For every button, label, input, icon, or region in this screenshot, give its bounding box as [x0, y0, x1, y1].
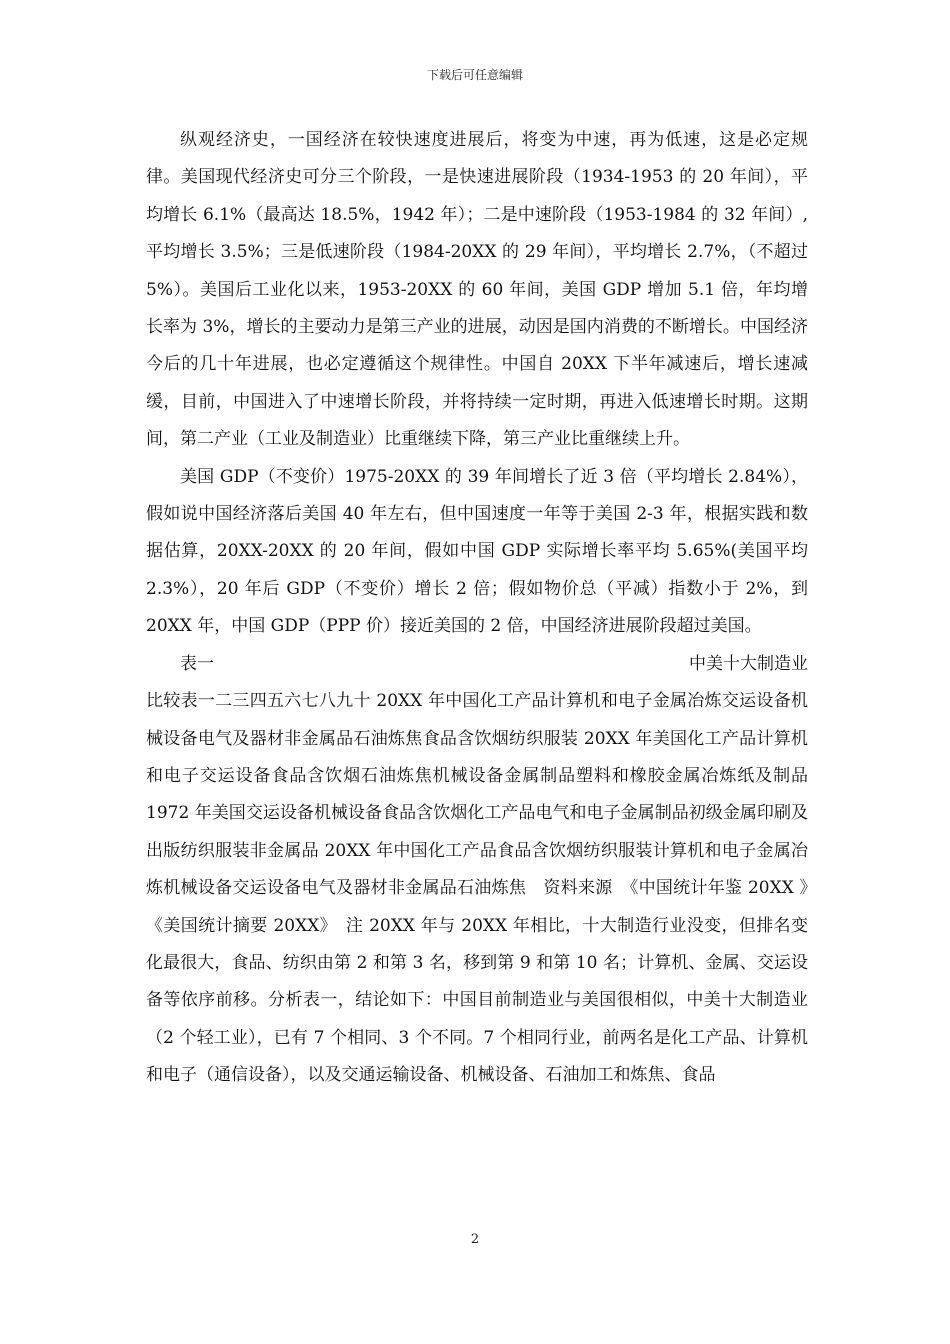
page-number: 2 — [470, 1232, 480, 1247]
paragraph-economic-history: 纵观经济史，一国经济在较快速度进展后，将变为中速，再为低速，这是必定规律。美国现代经济史可分三个阶段，一是快速进展阶段（1934-1953 的 20 年间），平均增长 6.1%（最高达 18.5%，1942 年）；二是中速阶段（1953-1984 的 32 年间）,平均增长 3.5%；三是低速阶段（1984-20XX 的 29 年间），平均增长 2.7%，（不超过 5%）。美国后工业化以来，1953-20XX 的 60 年间，美国 GDP 增加 5.1 倍，年均增长率为 3%，增长的主要动力是第三产业的进展，动因是国内消费的不断增长。中国经济今后的几十年进展，也必定遵循这个规律性。中国自 20XX 下半年减速后，增长速减缓，目前，中国进入了中速增长阶段，并将持续一定时期，再进入低速增长时期。这期间，第二产业（工业及制造业）比重继续下降，第三产业比重继续上升。 — [146, 130, 808, 450]
paragraph-gdp-comparison: 美国 GDP（不变价）1975-20XX 的 39 年间增长了近 3 倍（平均增长 2.84%），假如说中国经济落后美国 40 年左右，但中国速度一年等于美国 2-3 年，根据实践和数据估算，20XX-20XX 的 20 年间，假如中国 GDP 实际增长率平均 5.65%(美国平均 2.3%），20 年后 GDP（不变价）增长 2 倍；假如物价总（平减）指数小于 2%，到 20XX 年，中国 GDP（PPP 价）接近美国的 2 倍，中国经济进展阶段超过美国。 — [146, 466, 808, 637]
document-body — [146, 122, 825, 1095]
table-label: 表一 — [180, 653, 214, 674]
table-title: 中美十大制造业 — [689, 653, 808, 674]
paragraph-manufacturing-table: 比较表一二三四五六七八九十 20XX 年中国化工产品计算机和电子金属冶炼交运设备机械设备电气及器材非金属品石油炼焦食品含饮烟纺织服装 20XX 年美国化工产品计算机和电子交运设备食品含饮烟石油炼焦机械设备金属制品塑料和橡胶金属冶炼纸及制品 1972 年美国交运设备机械设备食品含饮烟化工产品电气和电子金属制品初级金属印刷及出版纺织服装非金属品 20XX 年中国化工产品食品含饮烟纺织服装计算机和电子金属冶炼机械设备交运设备电气及器材非金属品石油炼焦 资料来源 《中国统计年鉴 20XX 》 《美国统计摘要 20XX》 注 20XX 年与 20XX 年相比，十大制造行业没变，但排名变化最很大，食品、纺织由第 2 和第 3 名，移到第 9 和第 10 名；计算机、金属、交运设备等依序前移。分析表一，结论如下：中国目前制造业与美国很相似，中美十大制造业（2 个轻工业），已有 7 个相同、3 个不同。7 个相同行业，前两名是化工产品、计算机和电子（通信设备），以及交通运输设备、机械设备、石油加工和炼焦、食品 — [146, 691, 825, 1086]
table-caption — [146, 646, 808, 683]
page-header: 下载后可任意编辑 — [426, 68, 523, 82]
